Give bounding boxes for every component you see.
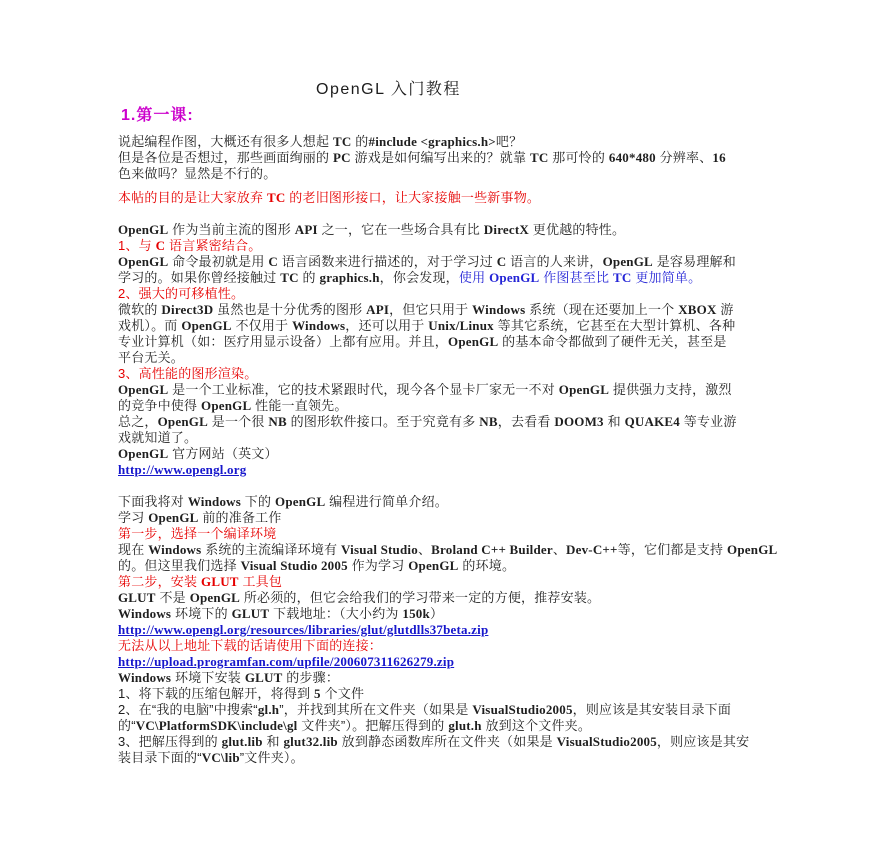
text-segment: OpenGL — [118, 446, 169, 461]
text-segment: 16 — [712, 150, 726, 165]
text-segment: 下面我将对 — [118, 494, 188, 509]
text-segment: OpenGL — [118, 222, 169, 237]
text-line — [118, 510, 798, 526]
text-segment: 系统（现在还要加上一个 — [525, 302, 679, 317]
text-segment: OpenGL — [489, 270, 540, 285]
text-line — [118, 318, 798, 334]
text-segment: 640*480 — [608, 150, 656, 165]
text-line — [118, 398, 798, 414]
text-segment: 是一个很 — [207, 414, 269, 429]
hyperlink[interactable]: http://www.opengl.org/resources/libraries/glut/glutdlls37beta.zip — [118, 622, 489, 637]
text-segment: 的环境。 — [458, 558, 516, 573]
text-segment: 学习的。如果你曾经接触过 — [118, 270, 281, 285]
text-segment: TC — [529, 150, 549, 165]
text-line — [118, 750, 798, 766]
text-segment: 和 — [603, 414, 625, 429]
text-line — [118, 622, 798, 638]
text-segment: glut32.lib — [283, 734, 338, 749]
text-segment: 和 — [262, 734, 284, 749]
text-segment: ”，并找到其所在文件夹（如果是 — [279, 702, 473, 717]
text-segment: 官方网站（英文） — [168, 446, 278, 461]
text-segment: 150k — [402, 606, 430, 621]
text-segment: 环境下安装 — [171, 670, 245, 685]
text-line — [118, 702, 798, 718]
text-segment: 的基本命令都做到了硬件无关，甚至是 — [498, 334, 727, 349]
text-segment: OpenGL — [118, 382, 169, 397]
text-segment: 使用 — [458, 270, 490, 285]
text-line — [118, 430, 798, 446]
text-segment: 的“ — [118, 718, 136, 733]
text-segment: Unix/Linux — [428, 318, 494, 333]
text-segment: OpenGL — [189, 590, 241, 605]
text-line — [118, 414, 798, 430]
text-line — [118, 334, 798, 350]
text-segment: 语言紧密结合。 — [165, 238, 262, 253]
text-segment: TC — [267, 190, 286, 205]
text-segment: 作图甚至比 — [539, 270, 614, 285]
text-segment: 3、高性能的图形渲染。 — [118, 366, 258, 381]
text-segment: Visual Studio — [341, 542, 418, 557]
text-segment: VC\PlatformSDK\include\gl — [135, 718, 298, 733]
text-segment: 虽然也是十分优秀的图形 — [213, 302, 367, 317]
text-segment: 前的准备工作 — [198, 510, 282, 525]
text-segment: 等专业游 — [679, 414, 737, 429]
text-segment: VisualStudio2005 — [556, 734, 657, 749]
text-segment: Broland C++ Builder — [431, 542, 553, 557]
text-segment: 性能一直领先。 — [251, 398, 348, 413]
text-segment: 现在 — [118, 542, 149, 557]
text-line — [118, 670, 798, 686]
text-segment: 说起编程作图，大概还有很多人想起 — [118, 134, 334, 149]
text-segment: 环境下的 — [171, 606, 232, 621]
text-segment: 第一步，选择一个编译环境 — [118, 526, 277, 541]
text-segment: QUAKE4 — [624, 414, 680, 429]
text-segment: 的 — [351, 134, 369, 149]
text-line — [118, 606, 798, 622]
text-line — [118, 366, 798, 382]
text-segment: Windows — [118, 606, 172, 621]
text-segment: GLUT — [244, 670, 283, 685]
text-segment: 的老旧图形接口，让大家接触一些新事物。 — [285, 190, 541, 205]
blank-line — [118, 478, 798, 494]
text-line — [118, 590, 798, 606]
text-segment: 、 — [417, 542, 432, 557]
text-segment: glut.h — [448, 718, 482, 733]
text-segment: Windows — [292, 318, 346, 333]
text-segment: Direct3D — [161, 302, 214, 317]
text-segment: ”文件夹）。 — [239, 750, 304, 765]
text-segment: OpenGL — [408, 558, 459, 573]
text-segment: 5 — [314, 686, 321, 701]
text-line — [118, 350, 798, 366]
document-title: OpenGL 入门教程 — [316, 81, 461, 98]
text-line — [118, 222, 798, 238]
text-segment: C — [496, 254, 507, 269]
text-segment: GLUT — [118, 590, 156, 605]
text-segment: API — [366, 302, 390, 317]
hyperlink[interactable]: http://upload.programfan.com/upfile/200607311626279.zip — [118, 654, 455, 669]
text-segment: DirectX — [483, 222, 529, 237]
text-segment: OpenGL — [602, 254, 653, 269]
text-segment: 更加简单。 — [631, 270, 702, 285]
text-segment: ，去看看 — [497, 414, 555, 429]
text-segment: 个文件 — [320, 686, 365, 701]
text-line — [118, 302, 798, 318]
document-body — [118, 134, 798, 766]
text-segment: 工具包 — [238, 574, 283, 589]
text-segment: NB — [479, 414, 498, 429]
text-segment: Windows — [187, 494, 241, 509]
text-segment: VC\lib — [201, 750, 240, 765]
text-segment: C — [268, 254, 278, 269]
text-segment: OpenGL — [275, 494, 326, 509]
text-segment: 无法从以上地址下载的话请使用下面的连接： — [118, 638, 383, 653]
text-segment: 1、将下载的压缩包解开，将得到 — [118, 686, 315, 701]
text-segment: 的图形软件接口。至于究竟有多 — [286, 414, 480, 429]
text-segment: GLUT — [201, 574, 239, 589]
text-segment: 作为学习 — [347, 558, 409, 573]
text-segment: 1、与 — [118, 238, 156, 253]
text-segment: ，则应该是其安 — [656, 734, 750, 749]
text-segment: 放到静态函数库所在文件夹（如果是 — [337, 734, 557, 749]
text-segment: 、 — [552, 542, 567, 557]
text-segment: Dev-C++ — [566, 542, 618, 557]
text-segment: OpenGL — [157, 414, 208, 429]
text-segment: ，还可以用于 — [345, 318, 429, 333]
text-segment: OpenGL — [201, 398, 252, 413]
text-segment: glut.lib — [221, 734, 263, 749]
text-segment: 等，它们都是支持 — [617, 542, 728, 557]
blank-line — [118, 206, 798, 222]
text-segment: GLUT — [231, 606, 270, 621]
text-line — [118, 134, 798, 150]
text-segment: ） — [429, 606, 444, 621]
text-segment: NB — [268, 414, 287, 429]
text-segment: gl.h — [257, 702, 280, 717]
text-segment: 2、在“我的电脑”中搜索“ — [118, 702, 258, 717]
text-segment: TC — [333, 134, 352, 149]
text-segment: 色来做吗？显然是不行的。 — [118, 166, 277, 181]
text-line — [118, 734, 798, 750]
text-segment: 分辨率、 — [655, 150, 713, 165]
text-line — [118, 238, 798, 254]
text-segment: 更优越的特性。 — [529, 222, 626, 237]
text-segment: 的 — [298, 270, 320, 285]
text-line — [118, 150, 798, 166]
text-line — [118, 526, 798, 542]
text-segment: OpenGL — [148, 510, 199, 525]
text-segment: 总之， — [118, 414, 158, 429]
text-segment: Windows — [472, 302, 526, 317]
text-line — [118, 494, 798, 510]
text-segment: graphics.h — [319, 270, 380, 285]
hyperlink[interactable]: http://www.opengl.org — [118, 462, 247, 477]
text-segment: 语言的人来讲， — [506, 254, 603, 269]
text-segment: OpenGL — [558, 382, 610, 397]
text-segment: 命令最初就是用 — [168, 254, 269, 269]
text-line — [118, 382, 798, 398]
text-segment: Visual Studio 2005 — [240, 558, 348, 573]
text-segment: TC — [613, 270, 632, 285]
text-segment: 的步骤： — [282, 670, 340, 685]
text-segment: OpenGL — [181, 318, 232, 333]
text-segment: 3、把解压得到的 — [118, 734, 222, 749]
text-segment: 那可怜的 — [548, 150, 609, 165]
text-segment: 是容易理解和 — [652, 254, 736, 269]
text-line — [118, 574, 798, 590]
text-segment: C — [155, 238, 166, 253]
text-line — [118, 638, 798, 654]
section-heading: 1.第一课: — [121, 107, 194, 124]
text-segment: 学习 — [118, 510, 149, 525]
text-segment: 第二步，安装 — [118, 574, 202, 589]
text-segment: 2、强大的可移植性。 — [118, 286, 245, 301]
text-line — [118, 686, 798, 702]
text-segment: #include <graphics.h> — [368, 134, 496, 149]
text-segment: OpenGL — [118, 254, 169, 269]
text-line — [118, 558, 798, 574]
text-segment: 不仅用于 — [231, 318, 293, 333]
text-segment: 放到这个文件夹。 — [481, 718, 592, 733]
text-segment: 本帖的目的是让大家放弃 — [118, 190, 268, 205]
text-segment: ，则应该是其安装目录下面 — [572, 702, 732, 717]
text-segment: 不是 — [155, 590, 190, 605]
text-line — [118, 446, 798, 462]
text-segment: 戏机）。而 — [118, 318, 182, 333]
text-segment: Windows — [118, 670, 172, 685]
text-segment: 游戏是如何编写出来的？就靠 — [350, 150, 530, 165]
text-line — [118, 190, 798, 206]
text-segment: 微软的 — [118, 302, 162, 317]
text-segment: 装目录下面的“ — [118, 750, 202, 765]
text-line — [118, 542, 798, 558]
text-segment: DOOM3 — [554, 414, 604, 429]
text-segment: OpenGL — [727, 542, 778, 557]
text-segment: 专业计算机（如：医疗用显示设备）上都有应用。并且， — [118, 334, 449, 349]
text-line — [118, 654, 798, 670]
text-segment: TC — [280, 270, 299, 285]
text-line — [118, 254, 798, 270]
text-segment: PC — [333, 150, 351, 165]
text-segment: VisualStudio2005 — [472, 702, 573, 717]
text-segment: 下载地址：（大小约为 — [269, 606, 403, 621]
text-segment: ，但它只用于 — [389, 302, 473, 317]
text-segment: 的。但这里我们选择 — [118, 558, 241, 573]
text-line — [118, 286, 798, 302]
text-segment: 但是各位是否想过，那些画面绚丽的 — [118, 150, 334, 165]
text-segment: 之一，它在一些场合具有比 — [317, 222, 484, 237]
text-segment: 编程进行简单介绍。 — [325, 494, 448, 509]
text-segment: 下的 — [241, 494, 276, 509]
text-segment: 平台无关。 — [118, 350, 185, 365]
text-segment: 作为当前主流的图形 — [168, 222, 295, 237]
text-segment: API — [294, 222, 318, 237]
text-segment: 系统的主流编译环境有 — [201, 542, 342, 557]
text-segment: Windows — [148, 542, 202, 557]
text-segment: OpenGL — [448, 334, 499, 349]
text-segment: 吧？ — [495, 134, 523, 149]
text-segment: XBOX — [678, 302, 717, 317]
text-segment: 游 — [716, 302, 734, 317]
text-segment: 是一个工业标准，它的技术紧跟时代，现今各个显卡厂家无一不对 — [168, 382, 559, 397]
text-segment: 文件夹”）。把解压得到的 — [297, 718, 449, 733]
text-segment: 的竞争中使得 — [118, 398, 202, 413]
text-segment: 语言函数来进行描述的，对于学习过 — [277, 254, 497, 269]
text-line — [118, 462, 798, 478]
text-line — [118, 270, 798, 286]
text-line — [118, 166, 798, 182]
text-segment: 戏就知道了。 — [118, 430, 198, 445]
text-segment: 所必须的，但它会给我们的学习带来一定的方便，推荐安装。 — [240, 590, 601, 605]
text-segment: 等其它系统，它甚至在大型计算机、各种 — [493, 318, 736, 333]
text-segment: 提供强力支持，激烈 — [609, 382, 732, 397]
text-segment: ，你会发现， — [379, 270, 459, 285]
text-line — [118, 718, 798, 734]
